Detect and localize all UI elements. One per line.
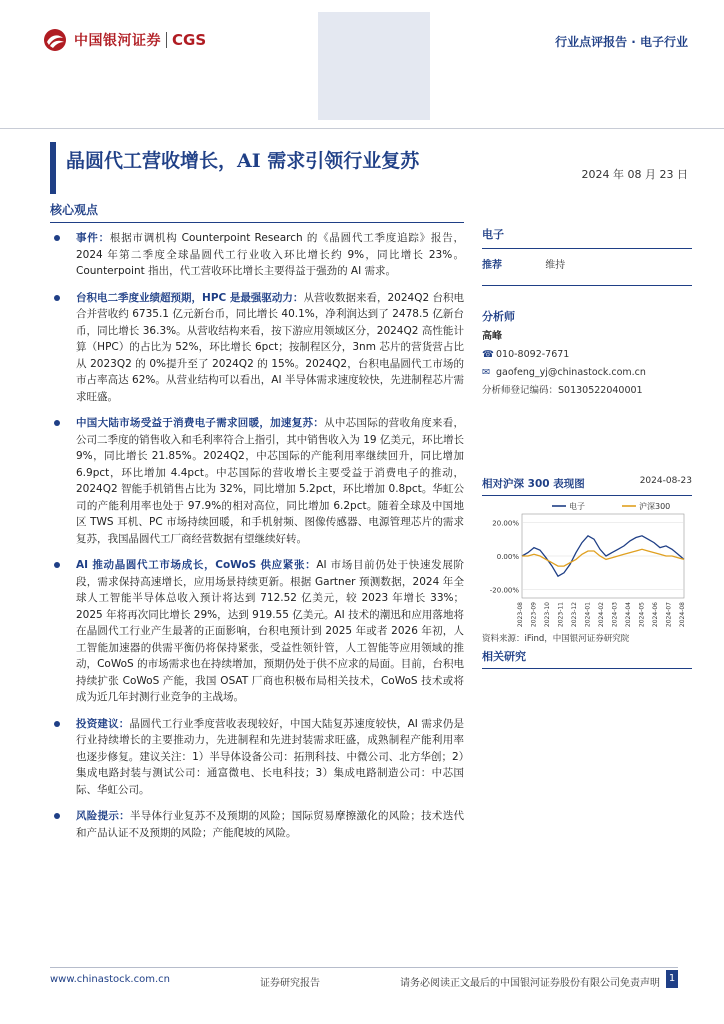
analyst-cert: 分析师登记编码：S0130522040001 xyxy=(482,385,643,396)
bullet-investment xyxy=(50,716,464,799)
chart-legend-label: 电子 xyxy=(569,502,585,511)
chart-ytick-label: 0.00% xyxy=(496,553,519,561)
industry-label: 电子 xyxy=(482,228,504,241)
chart-xtick-label: 2024-08 xyxy=(679,602,686,628)
analyst-email[interactable]: gaofeng_yj@chinastock.com.cn xyxy=(496,367,646,378)
analyst-phone: 010-8092-7671 xyxy=(496,349,570,360)
chart-xtick-label: 2024-01 xyxy=(584,602,592,628)
header-watermark xyxy=(318,12,430,120)
related-heading: 相关研究 xyxy=(482,650,526,663)
header-divider xyxy=(0,128,724,129)
chart-xtick-label: 2023-11 xyxy=(557,602,565,628)
page-title: 晶圆代工营收增长，AI 需求引领行业复苏 xyxy=(66,150,420,172)
brand-divider xyxy=(166,32,167,48)
bullet-lead: 事件： xyxy=(76,232,110,244)
report-type: 行业点评报告 · 电子行业 xyxy=(555,35,688,49)
sidebar xyxy=(482,226,692,400)
bullet-icon xyxy=(54,813,60,819)
rating-label: 推荐 xyxy=(482,260,502,271)
bullet-text: AI 市场目前仍处于快速发展阶段，需求保持高速增长，应用场景持续更新。根据 Gartner 预测数据，2024 年全球人工智能半导体总收入预计将达到 712.52 亿美元，较 2023 年增长 33%；2025 年将再次同比增长 29%，达到 919.55 亿美元。AI 技术的潮迅和应用落地将在晶圆代工行业产生最著的正面影响，台积电预计到 2025 年或者 2026 年初，人工智能加速器的供需平衡仍将保持紧张，受益性领针管，人工智能等应用领域的推动，CoWoS 的市场需求也在持续增加，预期仍处于供不应求的局面。目前，台积电持续扩张 CoWoS 产能，我国 OSAT 厂商也积极布局相关技术，CoWoS 技术或将成为近几年封测行业竞争的主战场。 xyxy=(76,559,464,703)
bullet-china-market xyxy=(50,415,464,547)
brand-logo-icon xyxy=(42,28,68,52)
bullet-lead: 台积电二季度业绩超预期，HPC 是最强驱动力： xyxy=(76,291,304,304)
chart-xtick-label: 2024-06 xyxy=(652,602,659,628)
chart-xtick-label: 2024-02 xyxy=(598,602,605,628)
footer-divider xyxy=(50,967,678,968)
bullet-lead: AI 推动晶圆代工市场成长，CoWoS 供应紧张： xyxy=(76,559,317,571)
related-research xyxy=(482,648,692,669)
relative-performance-chart xyxy=(482,476,692,656)
bullet-text: 根据市调机构 Counterpoint Research 的《晶圆代工季度追踪》报告，2024 年第二季度全球晶圆代工行业收入环比增长约 9%，同比增长 23%。Counterpoint 指出，代工营收环比增长主要得益于强劲的 AI 需求。 xyxy=(76,232,464,277)
brand-name-cn: 中国银河证券 xyxy=(74,33,161,49)
related-divider xyxy=(482,668,692,669)
footer-report-kind: 证券研究报告 xyxy=(260,978,320,989)
chart-xtick-label: 2023-10 xyxy=(544,602,551,628)
chart-title: 相对沪深 300 表现图 xyxy=(482,478,585,490)
chart-date: 2024-08-23 xyxy=(639,476,692,486)
page-header xyxy=(0,0,724,120)
analyst-email-row xyxy=(482,364,692,382)
core-view-body xyxy=(50,230,464,851)
sidebar-divider xyxy=(482,248,692,249)
brand-logo xyxy=(42,28,206,52)
analyst-phone-row xyxy=(482,346,692,364)
analyst-heading: 分析师 xyxy=(482,310,515,323)
bullet-text: 晶圆代工行业季度营收表现较好，中国大陆复苏速度较快，AI 需求仍是行业持续增长的主要推动力，先进制程和先进封装需求旺盛，成熟制程产能利用率也逐步修复。建议关注：1）半导体设备公司：拓荆科技、中微公司、北方华创；2）集成电路封装与测试公司：通富微电、长电科技；3）集成电路制造公司：中芯国际、华虹公司。 xyxy=(76,717,464,796)
bullet-text: 从营收数据来看，2024Q2 台积电合并营收约 6735.1 亿元新台币，同比增长 40.1%，净利润达到了 2478.5 亿新台币，同比增长 36.3%。从营收结构来看，按下游应用领域区分，2024Q2 高性能计算（HPC）的占比为 52%，环比增长 6pct；按制程区分，3nm 芯片的营货营占比从 2023Q2 的 0%提升至了 2024Q2 的 15%。2024Q2，台积电晶圆代工市场的市占率高达 62%。从营业结构可以看出，AI 半导体需求速度较快，先进制程芯片需求旺盛。 xyxy=(76,291,464,403)
bullet-tsmc xyxy=(50,290,464,406)
chart-xtick-label: 2023-08 xyxy=(517,602,524,628)
bullet-icon xyxy=(54,295,60,301)
analyst-name: 高峰 xyxy=(482,331,502,342)
phone-icon: ☎ xyxy=(482,349,494,360)
footer-site-link[interactable]: www.chinastock.com.cn xyxy=(50,974,170,985)
bullet-ai-cowos xyxy=(50,557,464,706)
bullet-text: 从中芯国际的营收角度来看，公司二季度的销售收入和毛利率符合上指引，其中销售收入为 19 亿美元，环比增长 9%，同比增长 21.85%。2024Q2，中芯国际的产能利用率继续回升，同比增加 6.9pct，环比增加 4.4pct。中芯国际的营收增长主要受益于消费电子的推动，2024Q2 智能手机销售占比为 32%，同比增加 5.2pct，环比增加 0.8pct。华虹公司的产能利用率也处于 97.9%的相对高位，同比增加 6.2pct。随着全球及中国地区 TWS 耳机、PC 市场持续回暖，和手机射频、图像传感器、电源管理芯片的需求复苏，我国晶圆代工厂商经营数据有望继续好转。 xyxy=(76,417,465,545)
chart-canvas xyxy=(482,496,692,638)
bullet-lead: 投资建议： xyxy=(76,717,130,730)
footer-disclaimer: 请务必阅读正文最后的中国银河证券股份有限公司免责声明 xyxy=(400,978,660,989)
sidebar-divider xyxy=(482,285,692,286)
chart-header xyxy=(482,476,692,491)
rating-row xyxy=(482,257,692,275)
chart-legend-label: 沪深300 xyxy=(639,502,671,511)
bullet-icon xyxy=(54,235,60,241)
email-icon: ✉ xyxy=(482,367,490,378)
chart-xtick-label: 2024-03 xyxy=(611,602,619,628)
core-view-divider xyxy=(50,222,464,223)
chart-ytick-label: 20.00% xyxy=(492,519,519,528)
brand-name-en: CGS xyxy=(172,31,207,49)
chart-xtick-label: 2023-09 xyxy=(530,602,538,628)
bullet-risk xyxy=(50,808,464,841)
chart-ytick-label: -20.00% xyxy=(489,586,519,595)
bullet-icon xyxy=(54,420,60,426)
chart-xtick-label: 2024-04 xyxy=(625,602,632,628)
bullet-event xyxy=(50,230,464,280)
report-date: 2024 年 08 月 23 日 xyxy=(581,168,688,181)
chart-xtick-label: 2024-05 xyxy=(638,602,646,628)
title-accent-bar xyxy=(50,142,56,194)
bullet-lead: 风险提示： xyxy=(76,810,130,822)
bullet-icon xyxy=(54,721,60,727)
chart-source: 资料来源：iFind，中国银河证券研究院 xyxy=(482,634,630,644)
chart-xtick-label: 2023-12 xyxy=(571,602,578,628)
page-number: 1 xyxy=(666,970,678,988)
core-view-heading: 核心观点 xyxy=(50,203,99,217)
bullet-lead: 中国大陆市场受益于消费电子需求回暖，加速复苏： xyxy=(76,417,325,429)
bullet-icon xyxy=(54,562,60,568)
chart-xtick-label: 2024-07 xyxy=(665,602,673,628)
bullet-text: 半导体行业复苏不及预期的风险；国际贸易摩擦激化的风险；技术迭代和产品认证不及预期的风险；产能爬坡的风险。 xyxy=(76,810,465,839)
rating-value: 维持 xyxy=(545,260,566,271)
